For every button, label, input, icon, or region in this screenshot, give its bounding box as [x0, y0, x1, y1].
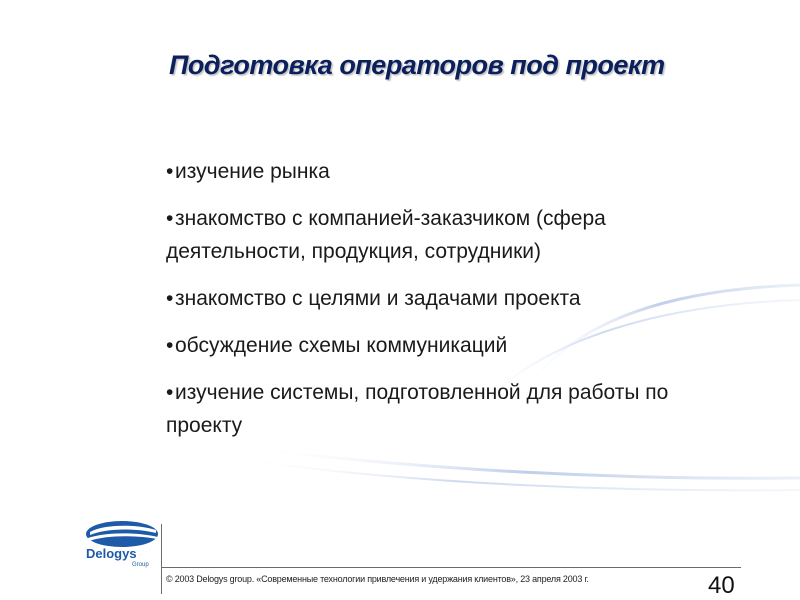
footer-divider-vertical	[161, 524, 162, 594]
bullet-dot: •	[166, 334, 174, 357]
bullet-text: знакомство с целями и задачами проекта	[175, 287, 581, 310]
bullet-text: изучение рынка	[175, 160, 330, 183]
bullet-item	[166, 155, 726, 188]
bullet-item	[166, 376, 726, 442]
delogys-logo	[84, 520, 160, 568]
bullet-item	[166, 202, 726, 268]
bullet-item	[166, 282, 726, 315]
page-number: 40	[708, 572, 735, 599]
bullet-dot: •	[166, 381, 174, 404]
bullet-text: обсуждение схемы коммуникаций	[175, 334, 508, 357]
bullet-text: изучение системы, подготовленной для работы по проекту	[166, 381, 669, 437]
bullet-item	[166, 329, 726, 362]
bullet-text: знакомство с компанией-заказчиком (сфера деятельности, продукция, сотрудники)	[166, 207, 606, 263]
footer-divider-horizontal	[161, 567, 741, 568]
bullet-dot: •	[166, 287, 174, 310]
bullet-dot: •	[166, 207, 174, 230]
bullet-list	[166, 155, 726, 456]
logo-name: Delogys	[86, 546, 137, 561]
bullet-dot: •	[166, 160, 174, 183]
slide-title: Подготовка операторов под проект	[169, 50, 665, 80]
footer-copyright: © 2003 Delogys group. «Современные технологии привлечения и удержания клиентов», 23 апреля 2003 г.	[166, 574, 589, 584]
logo-subtitle: Group	[132, 562, 149, 568]
